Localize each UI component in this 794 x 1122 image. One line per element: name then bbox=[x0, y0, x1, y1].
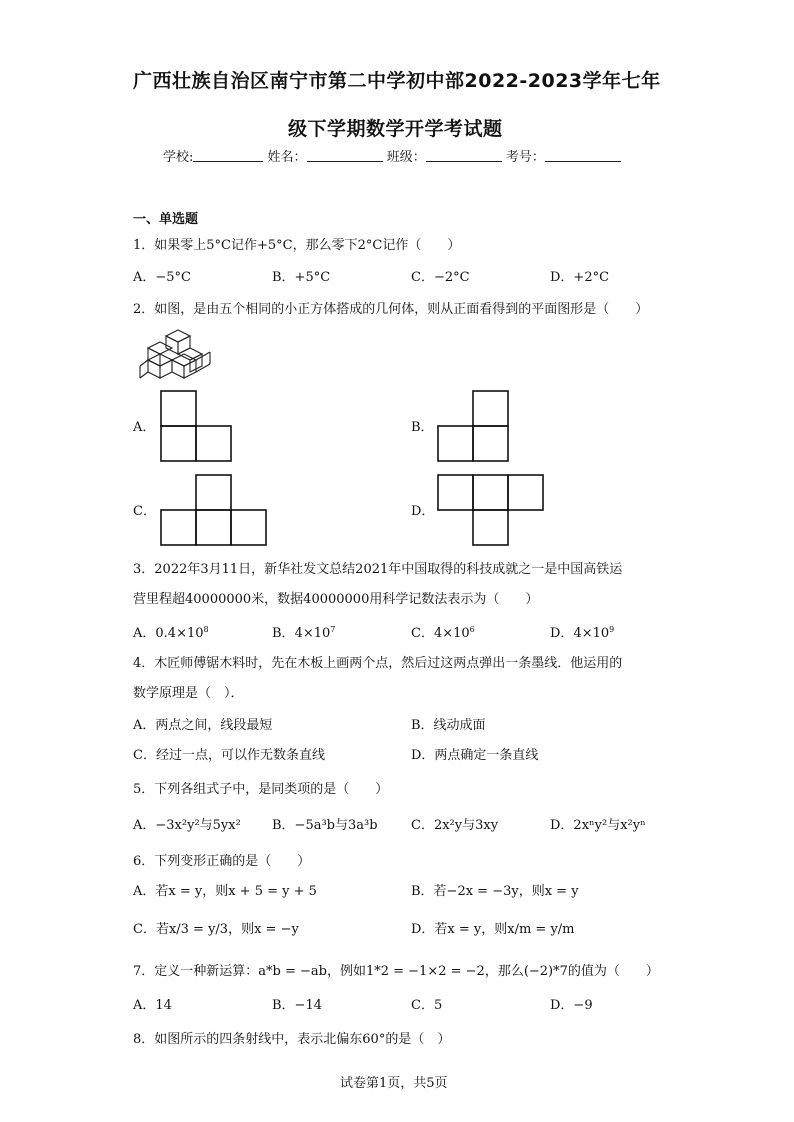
exam-number-blank[interactable] bbox=[545, 149, 621, 162]
cube-solid-figure bbox=[136, 326, 218, 384]
school-label: 学校: bbox=[163, 150, 194, 165]
option-c-figure bbox=[160, 474, 267, 546]
question-5-option-a: A．−3x²y²与5yx² bbox=[133, 818, 241, 833]
question-1-option-b: B．+5°C bbox=[272, 270, 331, 285]
question-6-option-c: C．若x/3 = y/3，则x = −y bbox=[133, 922, 299, 937]
question-1-option-c: C．−2°C bbox=[411, 270, 470, 285]
question-5-option-b: B．−5a³b与3a³b bbox=[272, 818, 378, 833]
question-3-stem-line2: 营里程超40000000米，数据40000000用科学记数法表示为（ ） bbox=[133, 592, 539, 607]
question-4-option-d: D．两点确定一条直线 bbox=[411, 748, 539, 763]
question-3-option-c: C．$4\times 10^6$ bbox=[411, 625, 475, 641]
question-7-option-d: D．−9 bbox=[550, 998, 593, 1013]
question-6-stem: 6．下列变形正确的是（ ） bbox=[133, 854, 311, 869]
question-4-stem-line1: 4．木匠师傅锯木料时，先在木板上画两个点，然后过这两点弹出一条墨线．他运用的 bbox=[133, 656, 623, 671]
question-1-stem: 1．如果零上5°C记作+5°C，那么零下2°C记作（ ） bbox=[133, 238, 461, 253]
question-3-stem-line1: 3．2022年3月11日，新华社发文总结2021年中国取得的科技成就之一是中国高铁运 bbox=[133, 562, 623, 577]
question-7-option-b: B．−14 bbox=[272, 998, 322, 1013]
question-2-stem: 2．如图，是由五个相同的小正方体搭成的几何体，则从正面看得到的平面图形是（ ） bbox=[133, 302, 649, 317]
question-1-option-d: D．+2°C bbox=[550, 270, 610, 285]
class-label: 班级： bbox=[386, 150, 426, 165]
question-4-option-a: A．两点之间，线段最短 bbox=[133, 718, 273, 733]
question-5-option-d: D．2xⁿy²与x²yⁿ bbox=[550, 818, 646, 833]
page-title-line1: 广西壮族自治区南宁市第二中学初中部2022-2023学年七年 bbox=[133, 70, 661, 92]
question-2-option-d: D． bbox=[411, 504, 435, 519]
question-7-option-c: C．5 bbox=[411, 998, 443, 1013]
question-1-option-a: A．−5°C bbox=[133, 270, 191, 285]
question-8-stem: 8．如图所示的四条射线中，表示北偏东60°的是（ ） bbox=[133, 1032, 451, 1047]
question-2-option-c: C． bbox=[133, 504, 156, 519]
question-3-option-a: A．$0.4\times 10^8$ bbox=[133, 625, 209, 641]
question-6-option-b: B．若−2x = −3y，则x = y bbox=[411, 884, 579, 899]
question-2-option-b: B． bbox=[411, 420, 434, 435]
question-5-option-c: C．2x²y与3xy bbox=[411, 818, 499, 833]
page-title-line2: 级下学期数学开学考试题 bbox=[288, 118, 503, 140]
student-info-row bbox=[163, 146, 621, 165]
page-footer: 试卷第1页，共5页 bbox=[340, 1076, 448, 1091]
question-5-stem: 5．下列各组式子中，是同类项的是（ ） bbox=[133, 782, 389, 797]
question-2-option-a: A． bbox=[133, 420, 156, 435]
section-heading: 一、单选题 bbox=[133, 212, 199, 227]
question-7-stem: 7．定义一种新运算：a*b = −ab，例如1*2 = −1×2 = −2，那么(−2)*7的值为（ ） bbox=[133, 964, 659, 979]
name-label: 姓名： bbox=[267, 150, 307, 165]
question-4-stem-line2: 数学原理是（ ）． bbox=[133, 686, 244, 701]
question-3-option-d: D．$4\times 10^9$ bbox=[550, 625, 615, 641]
option-b-figure bbox=[437, 390, 509, 462]
question-7-option-a: A．14 bbox=[133, 998, 172, 1013]
option-d-figure bbox=[437, 474, 544, 546]
question-6-option-d: D．若x = y，则x/m = y/m bbox=[411, 922, 575, 937]
exam-number-label: 考号： bbox=[505, 150, 545, 165]
school-blank[interactable] bbox=[193, 149, 263, 162]
class-blank[interactable] bbox=[426, 149, 502, 162]
question-4-option-c: C．经过一点，可以作无数条直线 bbox=[133, 748, 325, 763]
name-blank[interactable] bbox=[307, 149, 383, 162]
option-a-figure bbox=[160, 390, 232, 462]
question-4-option-b: B．线动成面 bbox=[411, 718, 486, 733]
question-6-option-a: A．若x = y，则x + 5 = y + 5 bbox=[133, 884, 317, 899]
question-3-option-b: B．$4\times 10^7$ bbox=[272, 625, 336, 641]
